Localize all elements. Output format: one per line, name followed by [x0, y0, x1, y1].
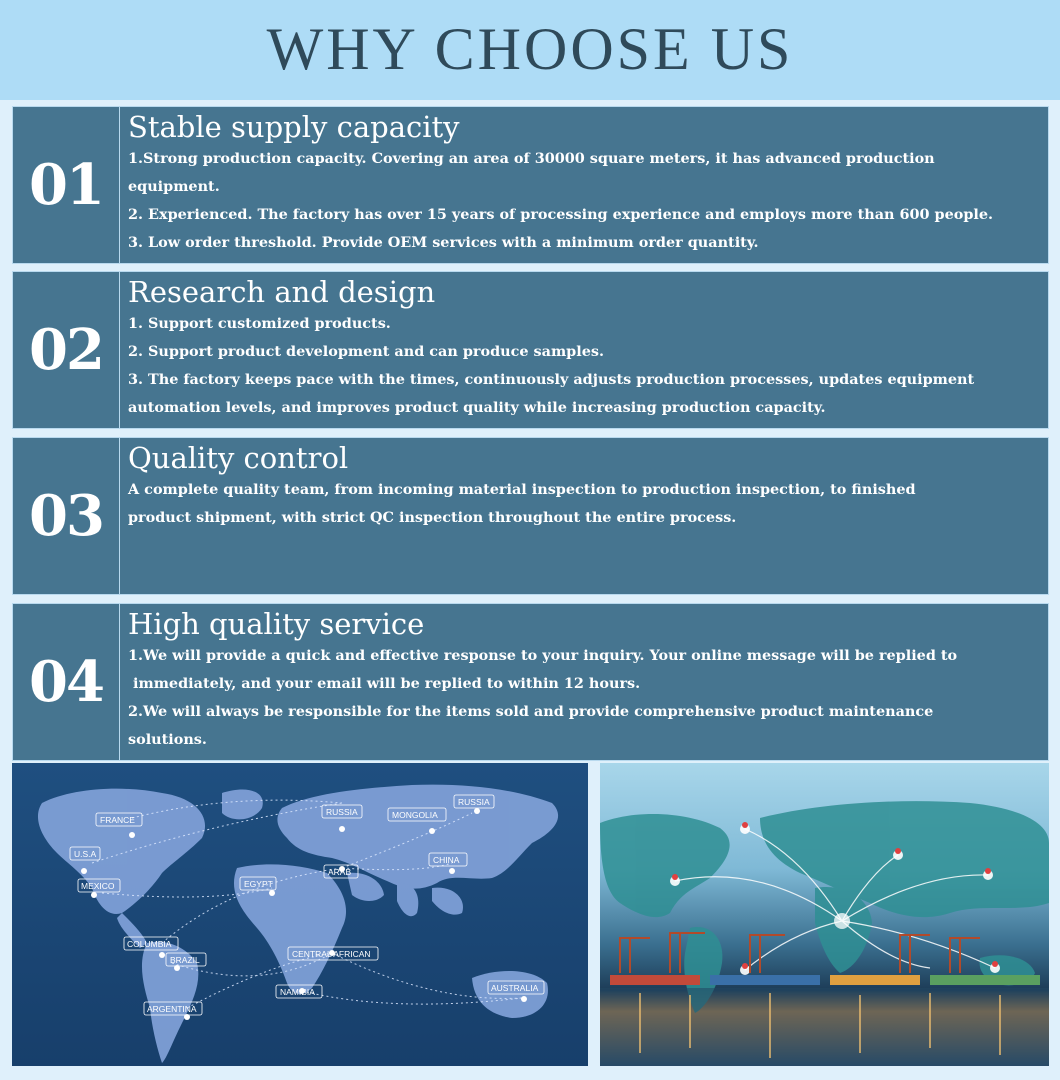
feature-panel-quality	[12, 437, 1049, 595]
panel-line: 1. Support customized products.	[128, 315, 391, 332]
feature-panel-supply	[12, 106, 1049, 264]
map-label-brazil	[166, 953, 206, 966]
panel-number: 03	[13, 438, 120, 594]
svg-text:ARGENTINA: ARGENTINA	[147, 1004, 197, 1014]
feature-panel-research	[12, 271, 1049, 429]
panel-line: product shipment, with strict QC inspection throughout the entire process.	[128, 509, 737, 526]
map-label-australia	[488, 981, 544, 994]
map-label-columbia	[124, 937, 178, 950]
panel-body	[120, 107, 1003, 263]
map-label-mongolia	[388, 808, 446, 821]
panel-body	[120, 438, 926, 594]
svg-text:CHINA: CHINA	[433, 855, 460, 865]
svg-text:EGYPT: EGYPT	[244, 879, 273, 889]
svg-text:RUSSIA: RUSSIA	[458, 797, 490, 807]
svg-text:BRAZIL: BRAZIL	[170, 955, 200, 965]
panel-heading: Research and design	[128, 275, 436, 309]
port-logistics-svg	[600, 763, 1049, 1066]
map-label-russia-west	[322, 805, 362, 818]
map-label-argentina	[144, 1002, 202, 1015]
header-banner	[0, 0, 1060, 100]
map-label-namibia	[276, 985, 322, 998]
panel-body	[120, 604, 967, 760]
panel-line: 2. Experienced. The factory has over 15 years of processing experience and employs more than 600 people.	[128, 206, 994, 223]
page-title: WHY CHOOSE US	[266, 15, 794, 82]
panel-line: immediately, and your email will be replied to within 12 hours.	[128, 675, 641, 692]
world-map-export-image	[12, 763, 588, 1066]
svg-text:NAMIBIA: NAMIBIA	[280, 987, 315, 997]
map-label-usa	[70, 847, 100, 860]
svg-text:FRANCE: FRANCE	[100, 815, 135, 825]
panel-line: 2. Support product development and can produce samples.	[128, 343, 604, 360]
panel-line: 1.Strong production capacity. Covering an area of 30000 square meters, it has advanced production	[128, 150, 935, 167]
panel-heading: Stable supply capacity	[128, 110, 460, 144]
svg-text:ARAB: ARAB	[328, 867, 352, 877]
svg-text:U.S.A: U.S.A	[74, 849, 97, 859]
panel-line: 1.We will provide a quick and effective response to your inquiry. Your online message will be replied to	[128, 647, 958, 664]
map-label-central-african	[288, 947, 378, 960]
panel-line: equipment.	[128, 178, 220, 195]
harbor-water	[600, 988, 1049, 1066]
map-label-russia-east	[454, 795, 494, 808]
panel-line: 2.We will always be responsible for the items sold and provide comprehensive product maintenance	[128, 703, 934, 720]
world-map-svg	[12, 763, 588, 1066]
svg-text:COLUMBIA: COLUMBIA	[127, 939, 172, 949]
port-logistics-image	[600, 763, 1049, 1066]
panel-line: A complete quality team, from incoming material inspection to production inspection, to finished	[128, 481, 916, 498]
panel-body	[120, 272, 984, 428]
panel-heading: High quality service	[128, 607, 425, 641]
container-stacks	[610, 975, 1040, 985]
map-label-mexico	[78, 879, 120, 892]
panel-number: 04	[13, 604, 120, 760]
svg-text:MONGOLIA: MONGOLIA	[392, 810, 438, 820]
panel-number: 01	[13, 107, 120, 263]
feature-panel-service	[12, 603, 1049, 761]
panel-line: 3. Low order threshold. Provide OEM services with a minimum order quantity.	[128, 234, 759, 251]
svg-text:AUSTRALIA: AUSTRALIA	[491, 983, 539, 993]
panel-number: 02	[13, 272, 120, 428]
panel-heading: Quality control	[128, 441, 349, 475]
svg-text:CENTRAL AFRICAN: CENTRAL AFRICAN	[292, 949, 371, 959]
svg-text:RUSSIA: RUSSIA	[326, 807, 358, 817]
panel-line: automation levels, and improves product quality while increasing production capacity.	[128, 399, 826, 416]
panel-line: 3. The factory keeps pace with the times, continuously adjusts production processes, updates equipment	[128, 371, 975, 388]
map-label-egypt	[240, 877, 276, 890]
svg-text:MEXICO: MEXICO	[81, 881, 115, 891]
panel-line: solutions.	[128, 731, 207, 748]
